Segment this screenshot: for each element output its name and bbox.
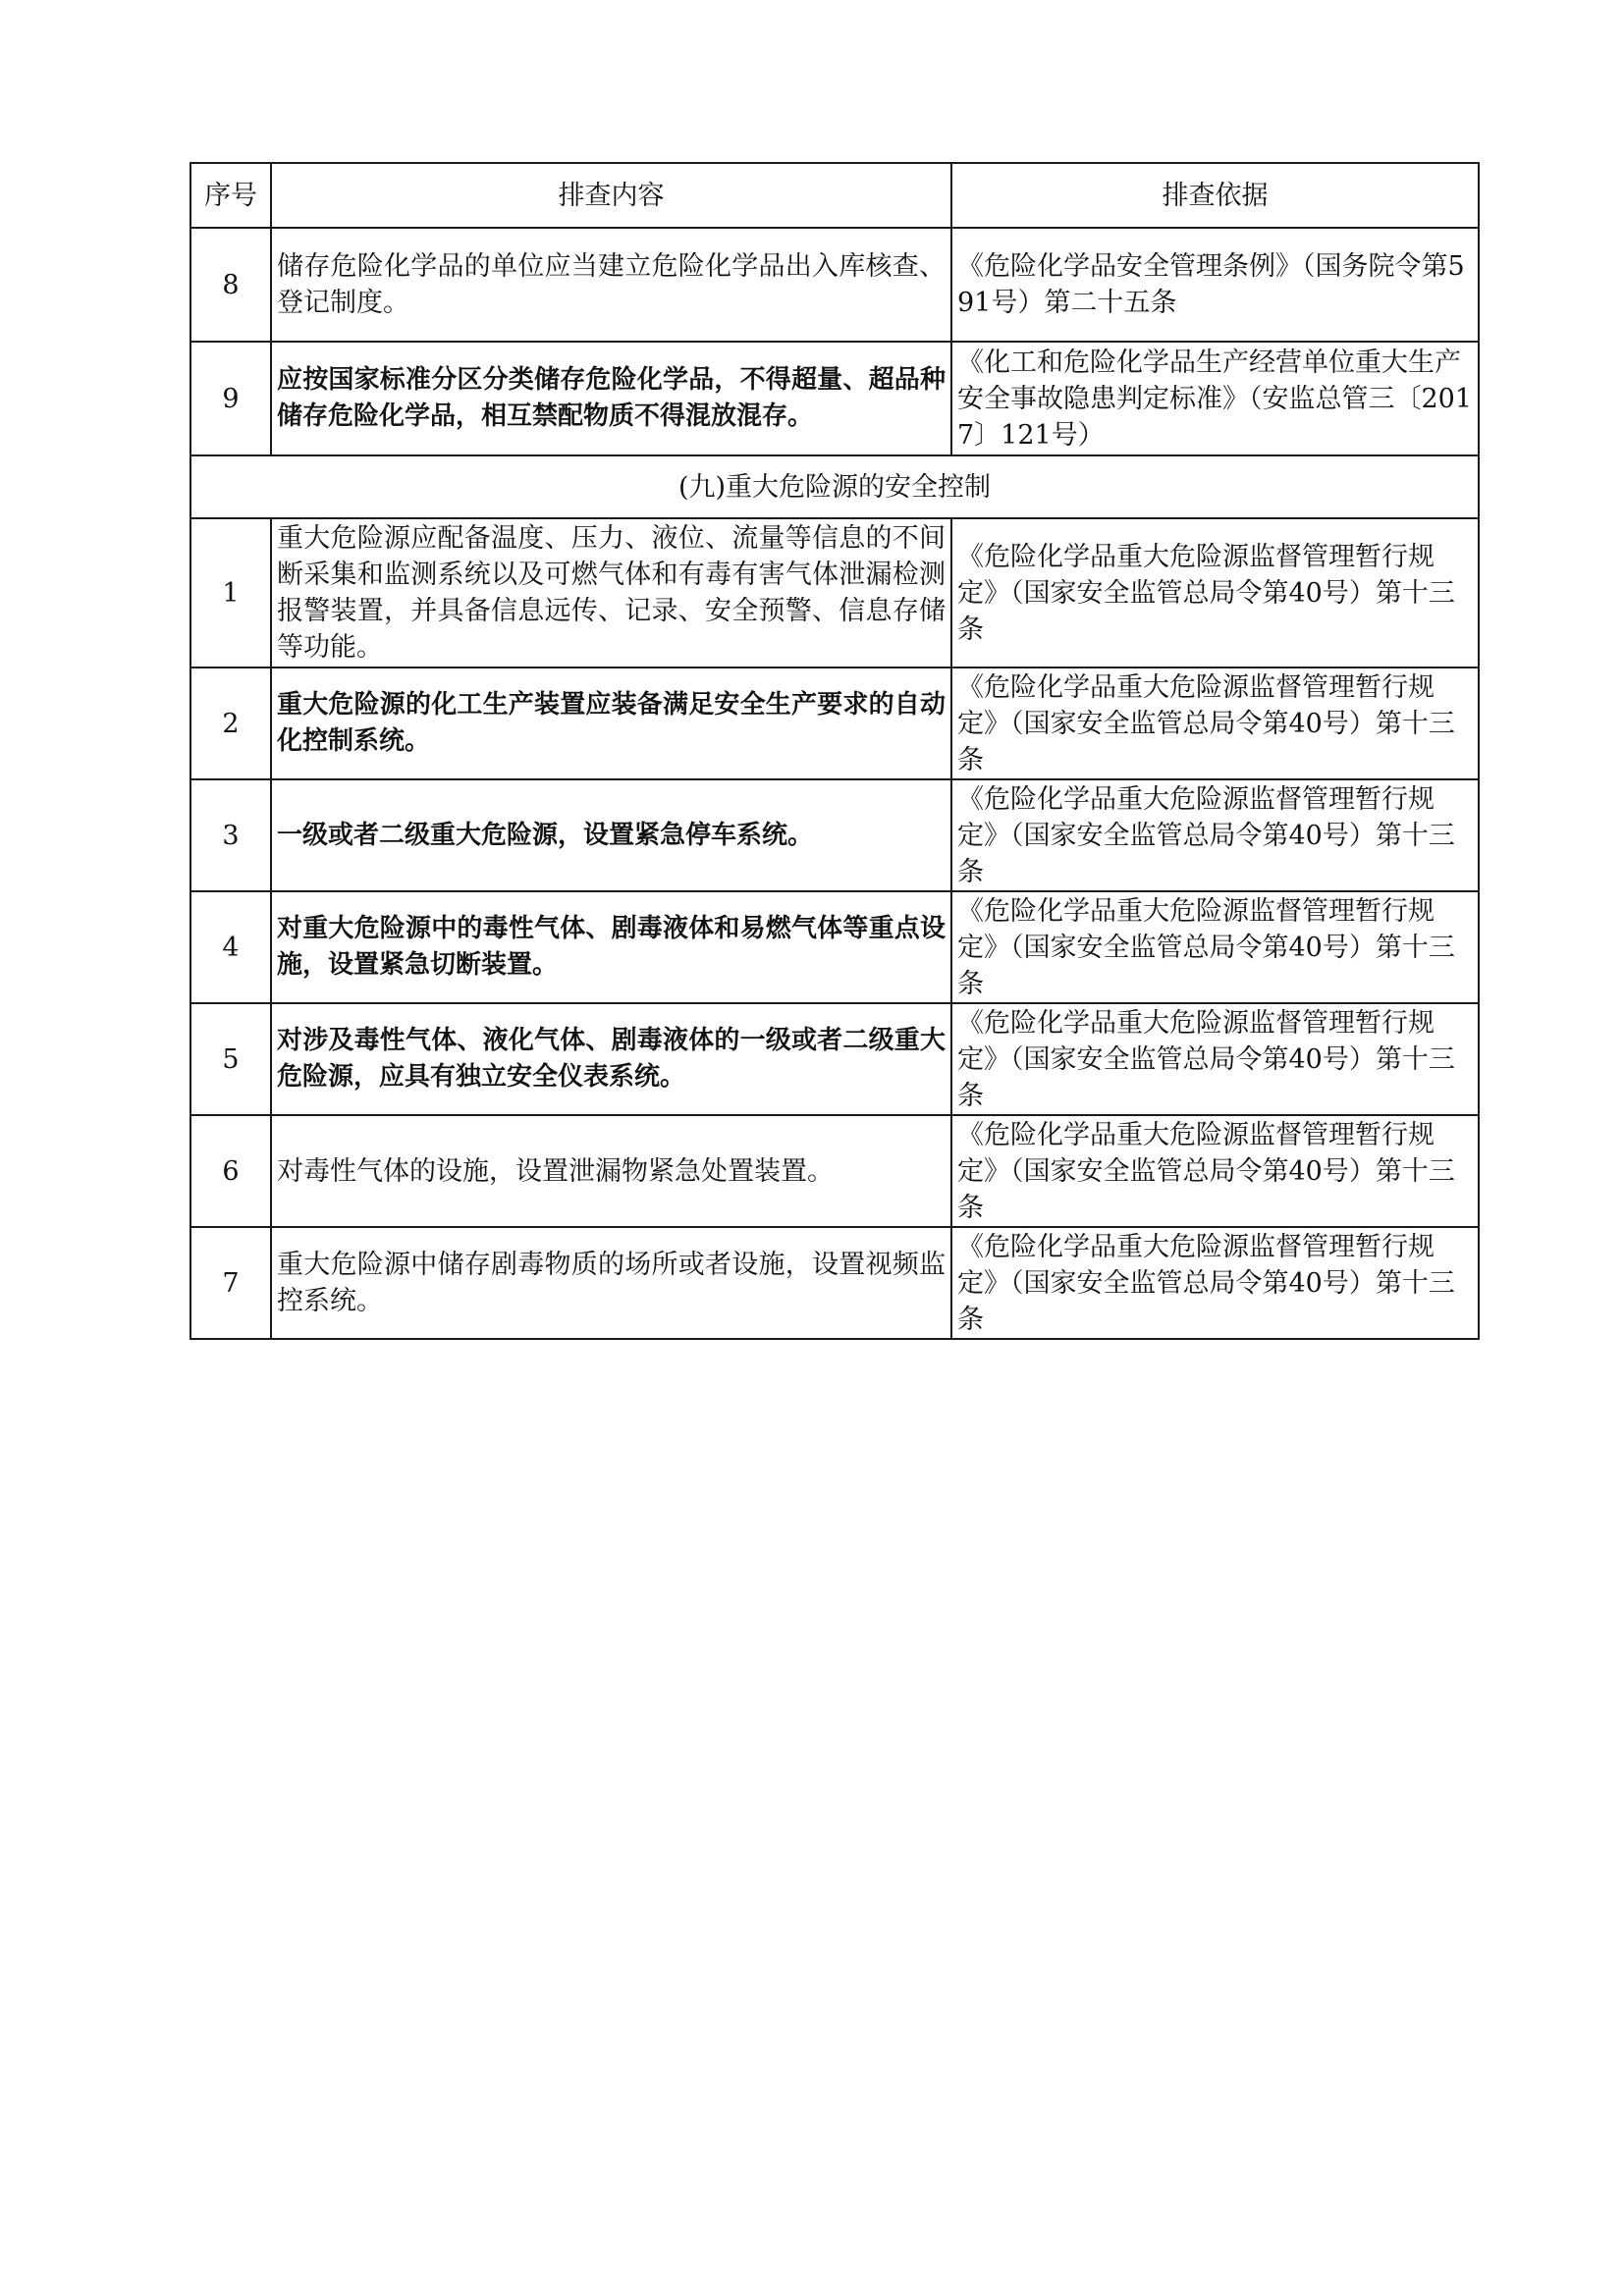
- row-number: 1: [190, 518, 271, 667]
- table-row: [190, 1115, 1479, 1227]
- header-content: 排查内容: [271, 163, 951, 228]
- table-header-row: [190, 163, 1479, 228]
- inspection-table: [189, 162, 1480, 1340]
- section-title: (九)重大危险源的安全控制: [190, 455, 1479, 518]
- row-number: 3: [190, 779, 271, 891]
- row-basis: 《危险化学品重大危险源监督管理暂行规定》（国家安全监管总局令第40号）第十三条: [951, 779, 1479, 891]
- row-content: 对重大危险源中的毒性气体、剧毒液体和易燃气体等重点设施，设置紧急切断装置。: [271, 891, 951, 1003]
- row-content: 重大危险源中储存剧毒物质的场所或者设施，设置视频监控系统。: [271, 1227, 951, 1339]
- table-row: [190, 1003, 1479, 1115]
- row-content: 对毒性气体的设施，设置泄漏物紧急处置装置。: [271, 1115, 951, 1227]
- table-row: [190, 1227, 1479, 1339]
- row-number: 9: [190, 342, 271, 455]
- row-content: 储存危险化学品的单位应当建立危险化学品出入库核查、登记制度。: [271, 228, 951, 342]
- table-row: [190, 891, 1479, 1003]
- table-row: [190, 228, 1479, 342]
- row-number: 7: [190, 1227, 271, 1339]
- row-number: 8: [190, 228, 271, 342]
- row-basis: 《化工和危险化学品生产经营单位重大生产安全事故隐患判定标准》（安监总管三〔2017〕121号）: [951, 342, 1479, 455]
- row-basis: 《危险化学品安全管理条例》（国务院令第591号）第二十五条: [951, 228, 1479, 342]
- table-row: [190, 518, 1479, 667]
- row-basis: 《危险化学品重大危险源监督管理暂行规定》（国家安全监管总局令第40号）第十三条: [951, 1227, 1479, 1339]
- row-content: 一级或者二级重大危险源，设置紧急停车系统。: [271, 779, 951, 891]
- row-basis: 《危险化学品重大危险源监督管理暂行规定》（国家安全监管总局令第40号）第十三条: [951, 1003, 1479, 1115]
- row-content: 重大危险源的化工生产装置应装备满足安全生产要求的自动化控制系统。: [271, 667, 951, 779]
- row-number: 4: [190, 891, 271, 1003]
- header-basis: 排查依据: [951, 163, 1479, 228]
- row-basis: 《危险化学品重大危险源监督管理暂行规定》（国家安全监管总局令第40号）第十三条: [951, 1115, 1479, 1227]
- row-number: 5: [190, 1003, 271, 1115]
- row-content: 重大危险源应配备温度、压力、液位、流量等信息的不间断采集和监测系统以及可燃气体和有毒有害气体泄漏检测报警装置，并具备信息远传、记录、安全预警、信息存储等功能。: [271, 518, 951, 667]
- row-content: 对涉及毒性气体、液化气体、剧毒液体的一级或者二级重大危险源，应具有独立安全仪表系统。: [271, 1003, 951, 1115]
- table-row: [190, 779, 1479, 891]
- row-basis: 《危险化学品重大危险源监督管理暂行规定》（国家安全监管总局令第40号）第十三条: [951, 667, 1479, 779]
- row-basis: 《危险化学品重大危险源监督管理暂行规定》（国家安全监管总局令第40号）第十三条: [951, 891, 1479, 1003]
- table-row: [190, 342, 1479, 455]
- row-basis: 《危险化学品重大危险源监督管理暂行规定》（国家安全监管总局令第40号）第十三条: [951, 518, 1479, 667]
- table-row: [190, 667, 1479, 779]
- header-no: 序号: [190, 163, 271, 228]
- section-row: [190, 455, 1479, 518]
- row-content: 应按国家标准分区分类储存危险化学品，不得超量、超品种储存危险化学品，相互禁配物质不得混放混存。: [271, 342, 951, 455]
- row-number: 6: [190, 1115, 271, 1227]
- row-number: 2: [190, 667, 271, 779]
